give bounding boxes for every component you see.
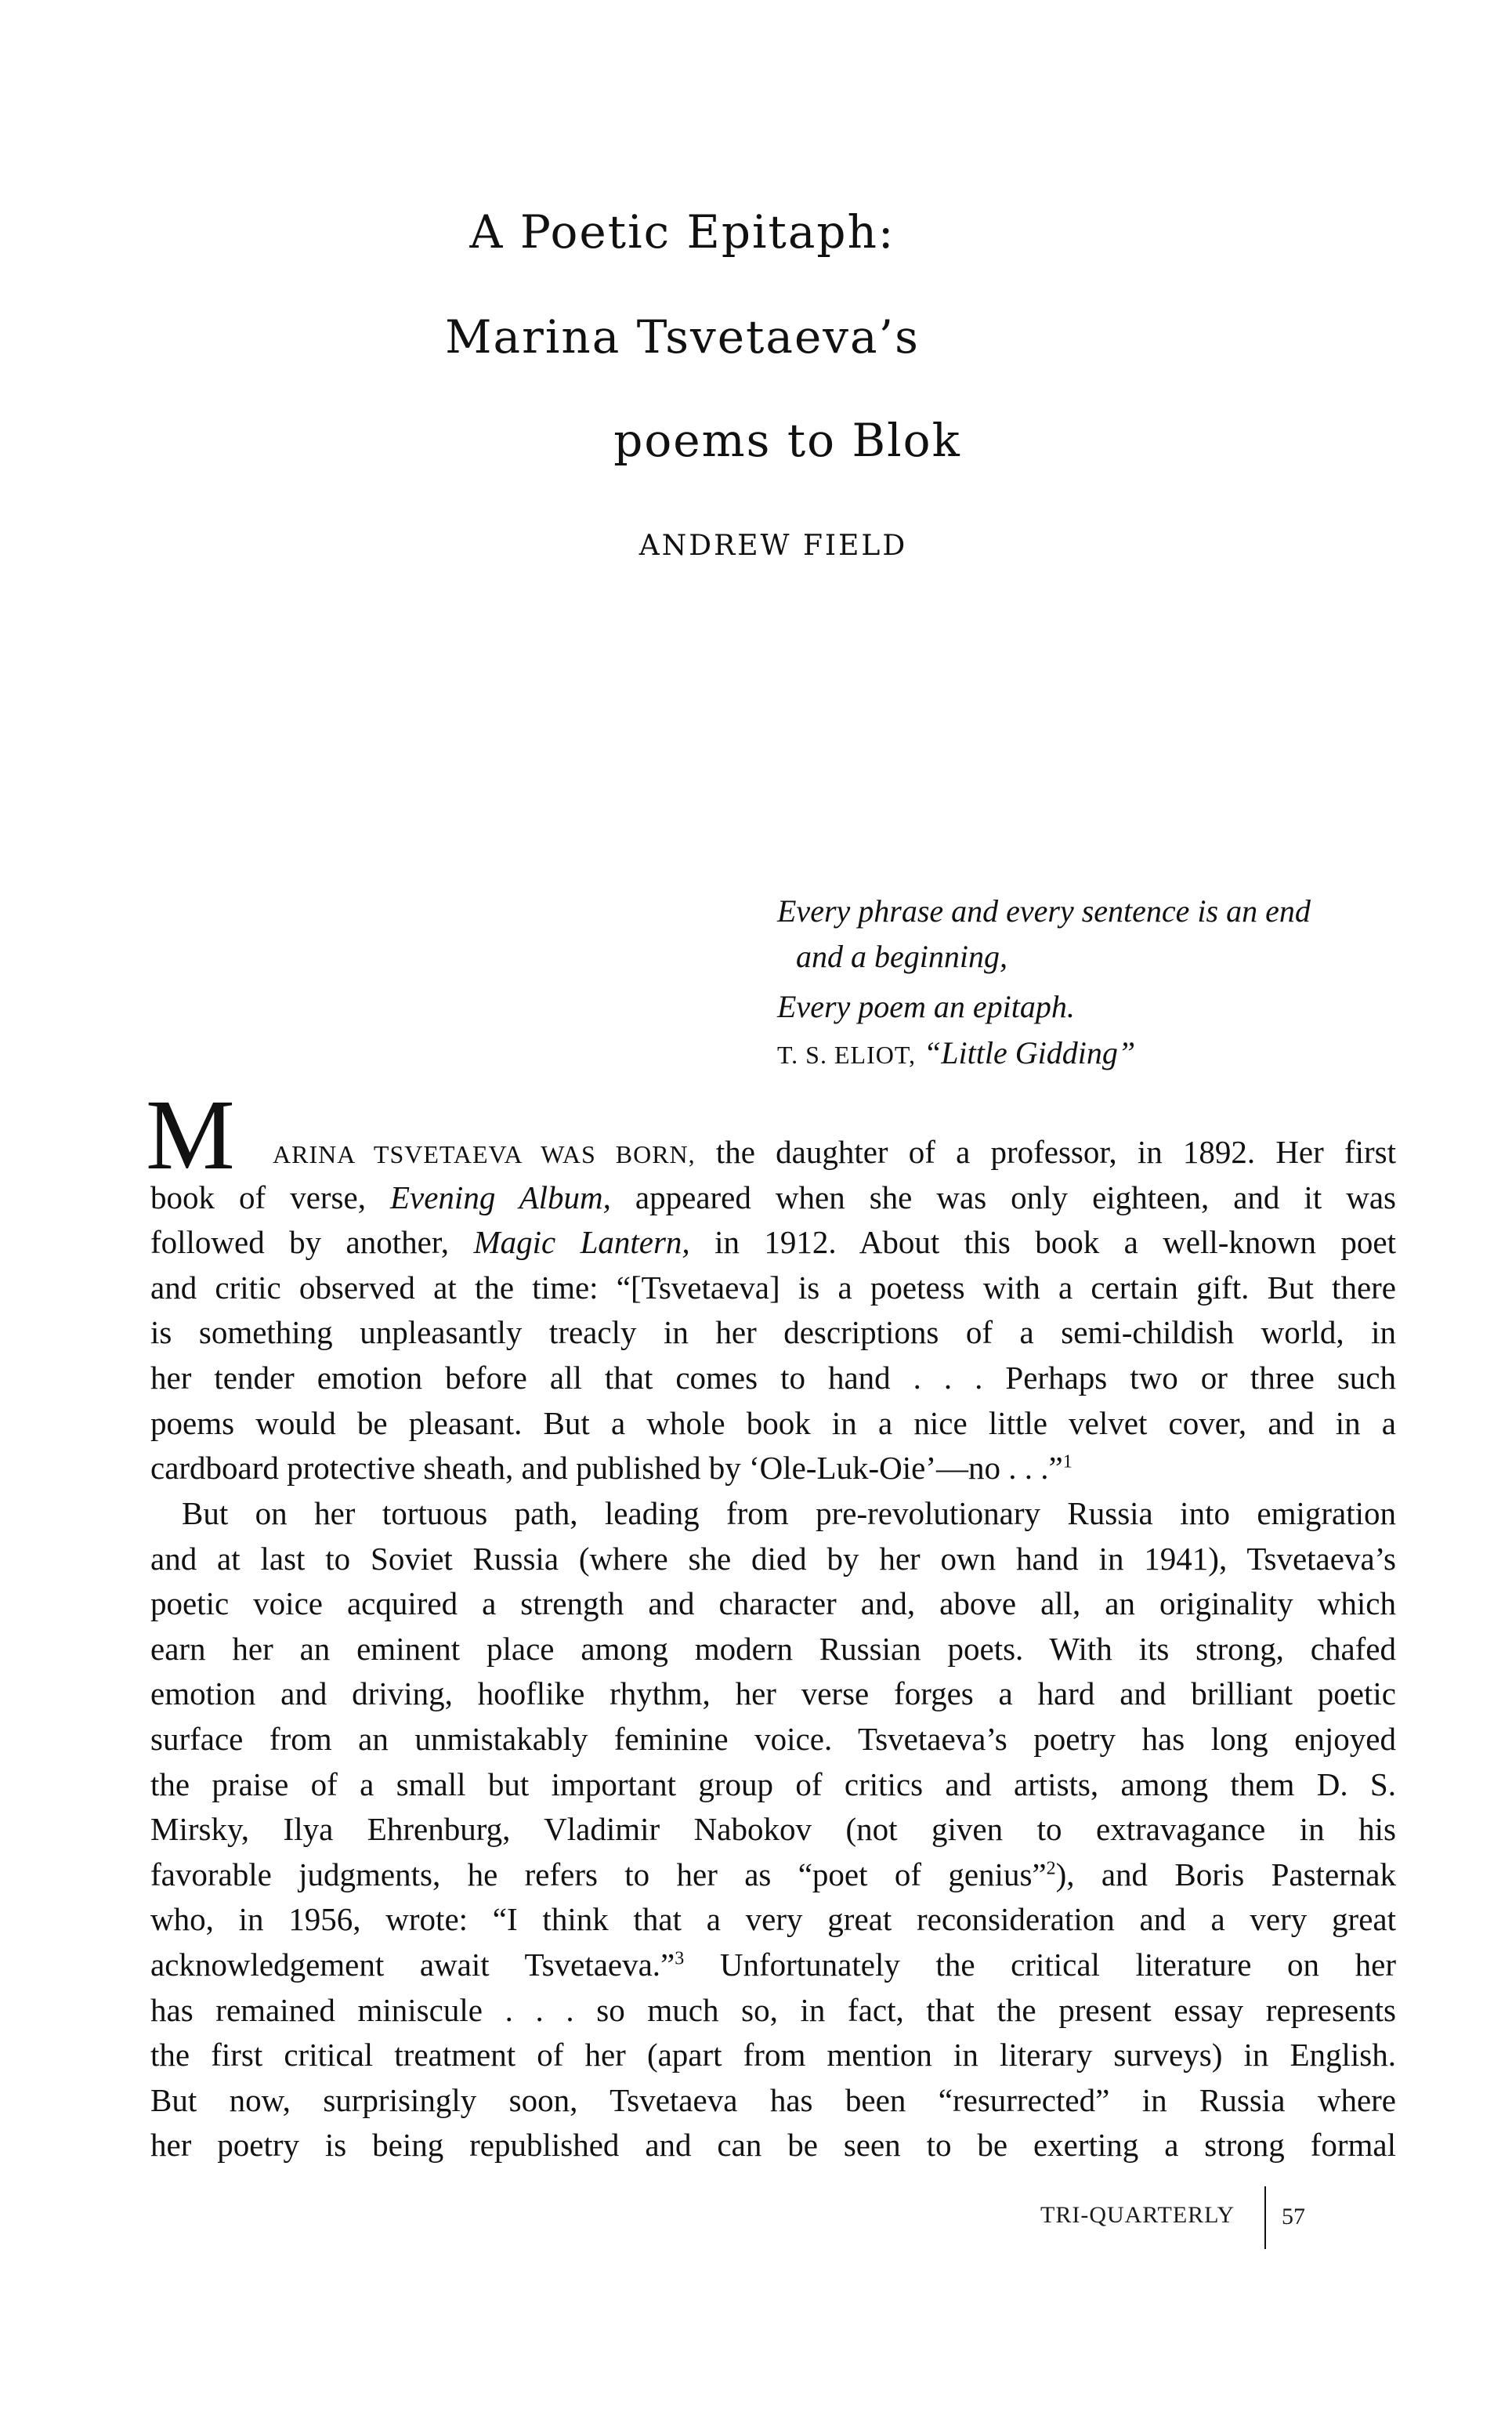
- title-line-3: poems to Blok: [613, 414, 961, 467]
- epigraph-work: “Little Gidding”: [924, 1035, 1136, 1070]
- epigraph-attribution: [777, 1034, 1135, 1071]
- p2-line-6: surface from an unmistakably feminine voice. Tsvetaeva’s poetry has long enjoyed: [150, 1720, 1396, 1757]
- p2-line-11: [150, 1943, 1396, 1988]
- p2-line-9: [150, 1853, 1396, 1898]
- footnote-ref-2: 2: [1046, 1858, 1056, 1879]
- title-line-2: Marina Tsvetaeva’s: [445, 310, 920, 364]
- p1-line-4: and critic observed at the time: “[Tsvetaeva] is a poetess with a certain gift. But there: [150, 1269, 1396, 1306]
- p1-smallcaps: ARINA TSVETAEVA WAS BORN,: [273, 1140, 696, 1168]
- book-title-evening-album: Evening Album,: [389, 1179, 611, 1215]
- p2-line-14: But now, surprisingly soon, Tsvetaeva has been “resurrected” in Russia where: [150, 2081, 1396, 2118]
- drop-cap: M: [146, 1079, 235, 1190]
- p2-line-4: earn her an eminent place among modern Russian poets. With its strong, chafed: [150, 1630, 1396, 1667]
- footnote-ref-3: 3: [675, 1948, 685, 1969]
- body-paragraph-2: [150, 1491, 1396, 2168]
- p1-line-1: [273, 1130, 1396, 1175]
- p2-line-7: the praise of a small but important group of critics and artists, among them D. S.: [150, 1766, 1396, 1802]
- p1-line-7: poems would be pleasant. But a whole book in a nice little velvet cover, and in a: [150, 1404, 1396, 1441]
- epigraph-line-1: Every phrase and every sentence is an end: [777, 893, 1311, 929]
- p1-line-3b: in 1912. About this book a well-known poet: [714, 1224, 1397, 1261]
- p1-line-2b: appeared when she was only eighteen, and it was: [635, 1179, 1397, 1215]
- title-line-1: A Poetic Epitaph:: [469, 205, 895, 259]
- p2-line-5: emotion and driving, hooflike rhythm, her verse forges a hard and brilliant poetic: [150, 1675, 1396, 1712]
- p2-line-11a: acknowledgement await Tsvetaeva.”: [150, 1946, 675, 1983]
- p2-line-3: poetic voice acquired a strength and character and, above all, an originality which: [150, 1585, 1396, 1622]
- running-footer-journal: TRI-QUARTERLY: [1040, 2202, 1235, 2228]
- p1-line-8-text: cardboard protective sheath, and published by ‘Ole-Luk-Oie’—no . . .”: [150, 1450, 1063, 1487]
- p1-line-2: [150, 1175, 1396, 1221]
- footer-divider: [1264, 2186, 1266, 2249]
- p1-line-6: her tender emotion before all that comes to hand . . . Perhaps two or three such: [150, 1359, 1396, 1396]
- p2-line-9a: favorable judgments, he refers to her as “poet of genius”: [150, 1856, 1047, 1892]
- p1-line-3: [150, 1220, 1396, 1266]
- p1-line-2a: book of verse,: [150, 1179, 366, 1215]
- p2-line-11b: Unfortunately the critical literature on her: [684, 1946, 1396, 1983]
- p2-line-13: the first critical treatment of her (apart from mention in literary surveys) in English.: [150, 2037, 1396, 2073]
- book-title-magic-lantern: Magic Lantern,: [473, 1224, 690, 1261]
- p2-line-1: But on her tortuous path, leading from pre-revolutionary Russia into emigration: [182, 1495, 1396, 1531]
- epigraph-author: T. S. ELIOT,: [777, 1041, 916, 1069]
- p2-line-15: her poetry is being republished and can be seen to be exerting a strong formal: [150, 2127, 1396, 2164]
- p2-line-2: and at last to Soviet Russia (where she died by her own hand in 1941), Tsvetaeva’s: [150, 1540, 1396, 1577]
- p1-line-3a: followed by another,: [150, 1224, 450, 1261]
- p2-line-10: who, in 1956, wrote: “I think that a very great reconsideration and a very great: [150, 1901, 1396, 1938]
- epigraph-line-2-text: and a beginning,: [796, 939, 1007, 974]
- body-paragraph-1: [150, 1130, 1396, 1491]
- p1-line-8: [150, 1446, 1396, 1491]
- p1-line-1-text: the daughter of a professor, in 1892. Her first: [715, 1134, 1397, 1170]
- p2-line-8: Mirsky, Ilya Ehrenburg, Vladimir Nabokov (not given to extravagance in his: [150, 1811, 1396, 1848]
- p2-line-9b: ), and Boris Pasternak: [1055, 1856, 1396, 1892]
- p2-line-12: has remained miniscule . . . so much so, in fact, that the present essay represents: [150, 1991, 1396, 2028]
- page-number: 57: [1282, 2204, 1305, 2229]
- author-name: ANDREW FIELD: [638, 530, 908, 562]
- p1-line-5: is something unpleasantly treacly in her descriptions of a semi-childish world, in: [150, 1314, 1396, 1351]
- epigraph-line-2: [777, 934, 1420, 980]
- footnote-ref-1: 1: [1062, 1451, 1073, 1472]
- epigraph-line-3: Every poem an epitaph.: [777, 989, 1075, 1024]
